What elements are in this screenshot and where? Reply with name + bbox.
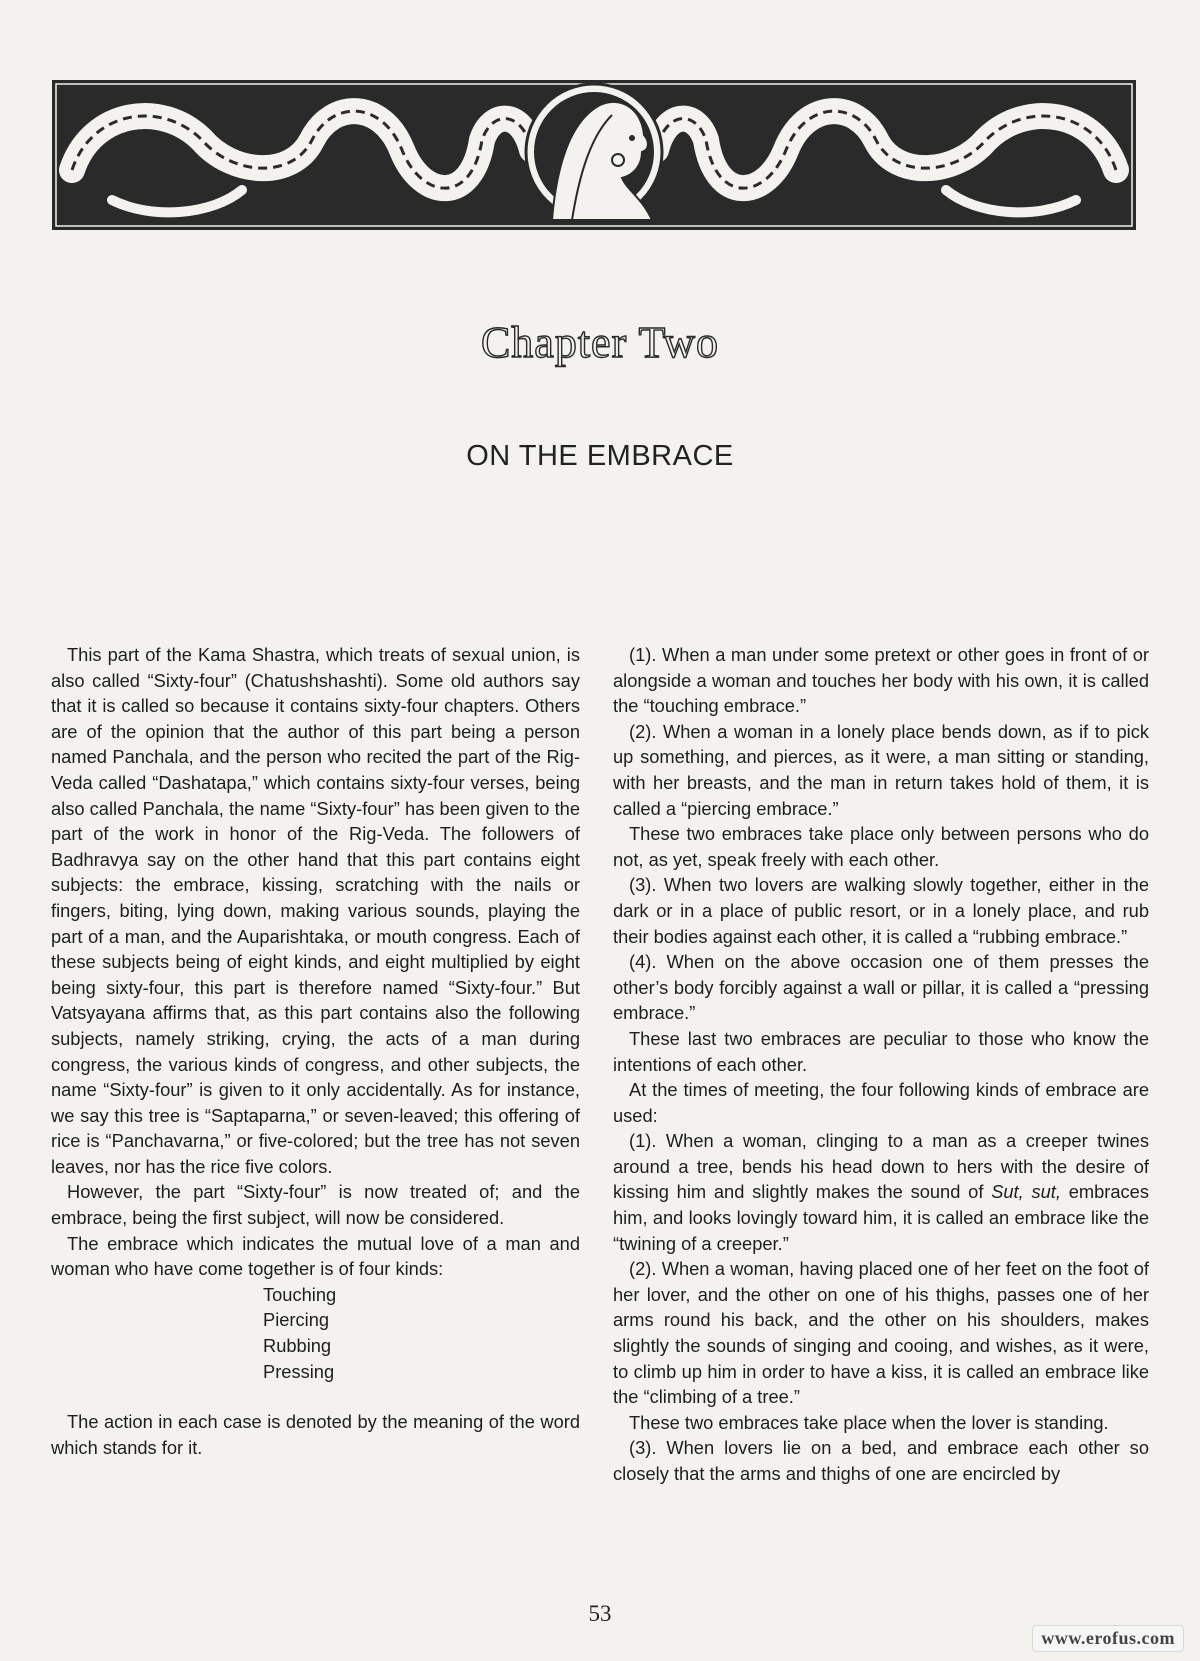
embrace-kinds-list — [51, 1282, 580, 1384]
list-item: Rubbing — [263, 1335, 332, 1357]
left-paragraph-2: However, the part “Sixty-four” is now treated of; and the embrace, being the first subject, will now be considered. — [51, 1181, 580, 1229]
right-paragraph-5: (4). When on the above occasion one of them presses the other’s body forcibly against a wall or pillar, it is called a “pressing embrace.” — [613, 951, 1149, 1024]
list-item: Pressing — [263, 1360, 335, 1382]
right-paragraph-1: (1). When a man under some pretext or other goes in front of or alongside a woman and touches her body with his own, it is called the “touching embrace.” — [613, 644, 1149, 717]
right-paragraph-8: (1). When a woman, clinging to a man as a creeper twines around a tree, bends his head down to hers with the desire of kissing him and slightly makes the sound of Sut, sut, embraces him, and looks lovingly toward him, it is called an embrace like the “twining of a creeper.” — [613, 1130, 1149, 1254]
left-text-column — [51, 642, 580, 1460]
right-paragraph-6: These last two embraces are peculiar to those who know the intentions of each other. — [613, 1027, 1149, 1075]
list-item: Touching — [263, 1283, 337, 1305]
right-paragraph-11: (3). When lovers lie on a bed, and embrace each other so closely that the arms and thighs of one are encircled by — [613, 1437, 1149, 1484]
site-watermark[interactable]: www.erofus.com — [1032, 1625, 1184, 1652]
list-item: Piercing — [263, 1309, 330, 1331]
left-paragraph-4: The action in each case is denoted by the meaning of the word which stands for it. — [51, 1411, 580, 1458]
right-paragraph-10: These two embraces take place when the lover is standing. — [629, 1411, 1109, 1433]
right-paragraph-4: (3). When two lovers are walking slowly together, either in the dark or in a place of public resort, or in a lonely place, and rub their bodies against each other, it is called a “rubbing embrace.” — [613, 874, 1149, 947]
left-paragraph-3: The embrace which indicates the mutual love of a man and woman who have come together is of four kinds: — [51, 1232, 580, 1280]
right-paragraph-7: At the times of meeting, the four following kinds of embrace are used: — [613, 1079, 1149, 1126]
section-title: ON THE EMBRACE — [466, 440, 734, 472]
right-paragraph-3: These two embraces take place only between persons who do not, as yet, speak freely with each other. — [613, 823, 1149, 870]
chapter-title: Chapter Two — [480, 318, 720, 367]
ornamental-header-banner — [52, 80, 1136, 230]
page-number: 53 — [588, 1601, 612, 1626]
right-paragraph-9: (2). When a woman, having placed one of her feet on the foot of her lover, and the other on one of his thighs, passes one of her arms round his back, and the other on his shoulders, makes slightly the sounds of singing and cooing, and wishes, as it were, to climb up him in order to have a kiss, it is called an embrace like the “climbing of a tree.” — [613, 1258, 1149, 1408]
italic-sound: Sut, sut, — [991, 1181, 1061, 1203]
right-paragraph-2: (2). When a woman in a lonely place bends down, as if to pick up something, and pierces, as it were, a man sitting or standing, with her breasts, and the man in return takes hold of them, it is called a “piercing embrace.” — [613, 720, 1149, 819]
right-text-column — [613, 642, 1149, 1487]
left-paragraph-1: This part of the Kama Shastra, which treats of sexual union, is also called “Sixty-four” (Chatushshashti). Some old authors say that it is called so because it contains sixty-four chapters. Others are of the opinion that the author of this part being a person named Panchala, and the person who recited the part of the Rig-Veda called “Dashatapa,” which contains sixty-four verses, being also called Panchala, the name “Sixty-four” has been given to the part of the work in honor of the Rig-Veda. The followers of Badhravya say on the other hand that this part contains eight subjects: the embrace, kissing, scratching with the nails or fingers, biting, lying down, making various sounds, playing the part of a man, and the Auparishtaka, or mouth congress. Each of these subjects being of eight kinds, and eight multiplied by eight being sixty-four, this part is therefore named “Sixty-four.” But Vatsyayana affirms that, as this part contains also the following subjects, namely striking, crying, the acts of a man during congress, the various kinds of congress, and other subjects, the name “Sixty-four” is given to it only accidentally. As for instance, we say this tree is “Saptaparna,” or seven-leaved; this offering of rice is “Panchavarna,” or five-colored; but the tree has not seven leaves, nor has the rice five colors. — [51, 644, 580, 1177]
